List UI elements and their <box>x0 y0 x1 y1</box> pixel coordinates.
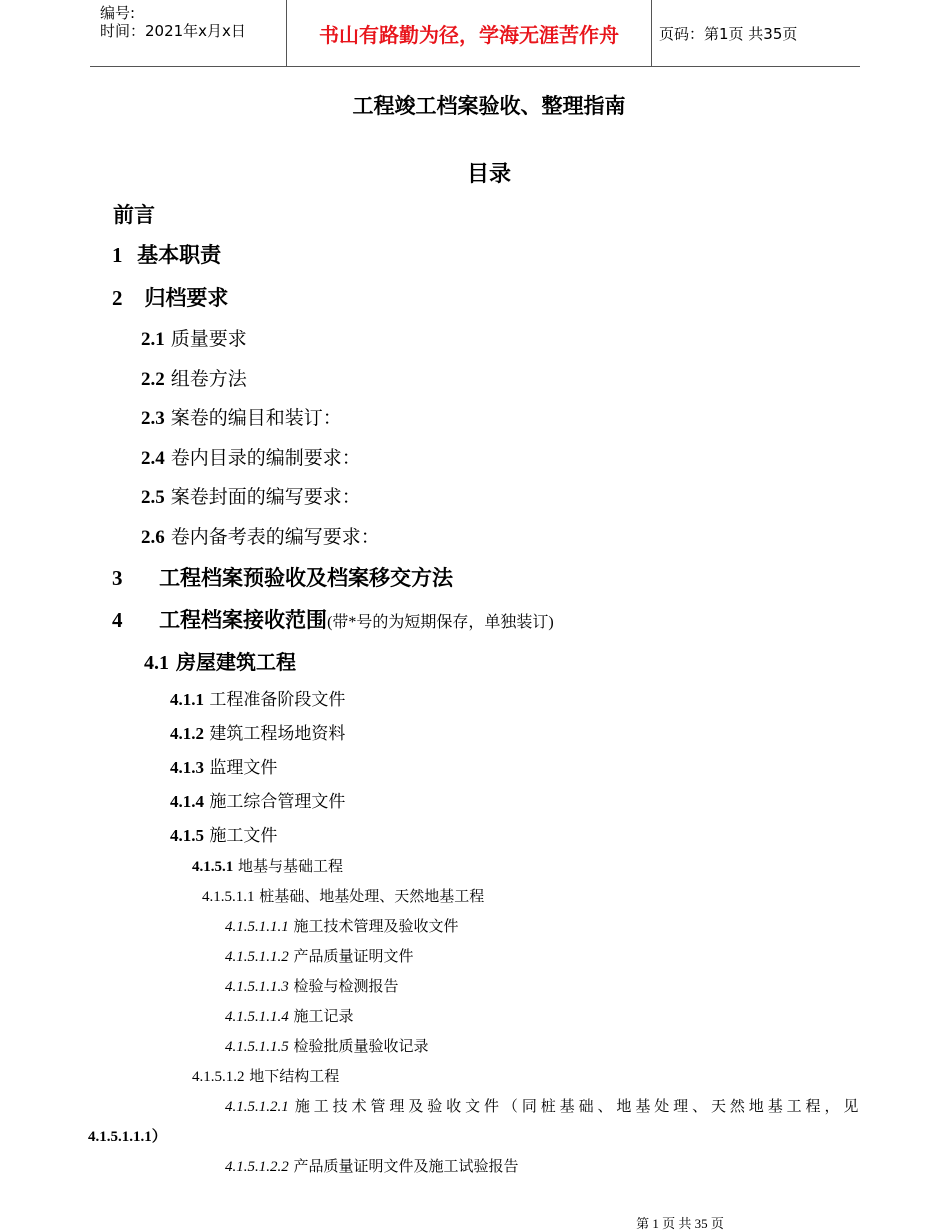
toc-num: 4.1.5.1.1.2 <box>225 949 289 965</box>
toc-text: 桩基础、地基处理、天然地基工程 <box>259 887 485 905</box>
toc-num: 4.1.2 <box>170 724 204 743</box>
header-motto: 书山有路勤为径，学海无涯苦作舟 <box>286 0 652 66</box>
toc-text: 检验与检测报告 <box>293 977 399 995</box>
toc-text: 产品质量证明文件及施工试验报告 <box>293 1157 519 1175</box>
toc-num: 4.1.5 <box>170 826 204 845</box>
toc-title: 目录 <box>466 162 511 187</box>
toc-text: 施工技术管理及验收文件（同桩基础、地基处理、天然地基工程，见 <box>294 1097 861 1115</box>
toc-text: 施工文件 <box>209 826 278 846</box>
toc-num: 4.1.5.1.1.4 <box>225 1009 289 1025</box>
toc-num: 2.5 <box>141 487 165 508</box>
toc-text: 施工记录 <box>293 1007 354 1025</box>
toc-num: 4.1.4 <box>170 792 204 811</box>
toc-text: 卷内备考表的编写要求： <box>170 526 380 548</box>
toc-item-4-1-1 <box>170 685 345 710</box>
toc-item-4-1-5-1-2 <box>192 1065 339 1086</box>
toc-item-4-1-5-1-1-3 <box>225 975 399 996</box>
toc-item-2-6 <box>141 522 380 549</box>
toc-num: 4 <box>112 608 123 632</box>
toc-text: 检验批质量验收记录 <box>293 1037 429 1055</box>
toc-item-4-1-3 <box>170 753 277 778</box>
toc-text: 监理文件 <box>209 758 278 778</box>
toc-item-2 <box>112 282 228 312</box>
toc-num: 4.1.3 <box>170 758 204 777</box>
toc-text: 产品质量证明文件 <box>293 947 414 965</box>
toc-item-4-1-5-1-2-1-cont: 4.1.5.1.1.1） <box>88 1129 167 1145</box>
toc-item-2-1 <box>141 324 247 351</box>
toc-num: 2 <box>112 286 123 310</box>
toc-note: (带*号的为短期保存，单独装订) <box>327 614 554 631</box>
toc-text: 工程档案接收范围 <box>159 608 328 632</box>
toc-num: 4.1 <box>144 652 169 674</box>
toc-text: 地下结构工程 <box>249 1067 340 1085</box>
toc-item-2-3 <box>141 403 342 430</box>
toc-text: 案卷封面的编写要求： <box>170 486 361 508</box>
toc-item-4-1-5-1-1-2 <box>225 945 414 966</box>
toc-text: 质量要求 <box>170 328 247 350</box>
toc-num: 2.3 <box>141 408 165 429</box>
toc-item-2-2 <box>141 364 247 391</box>
toc-item-4-1-5-1-1 <box>202 885 484 906</box>
toc-item-4-1-5-1-2-2 <box>225 1155 519 1176</box>
header-page-info: 页码：第1页 共35页 <box>659 24 798 43</box>
page-header <box>90 0 860 67</box>
toc-num: 4.1.5.1.1.1 <box>225 919 289 935</box>
toc-num: 4.1.5.1.2 <box>192 1069 245 1085</box>
toc-text: 基本职责 <box>137 243 222 267</box>
toc-item-4-1-4 <box>170 787 345 812</box>
toc-text: 组卷方法 <box>170 368 247 390</box>
toc-item-4-1-5-1-2-1 <box>225 1095 861 1116</box>
toc-item-4-1-5-1-1-1 <box>225 915 459 936</box>
toc-num: 3 <box>112 566 123 590</box>
toc-num: 4.1.5.1 <box>192 859 234 875</box>
toc-num: 2.2 <box>141 369 165 390</box>
toc-item-2-4 <box>141 443 361 470</box>
toc-text: 案卷的编目和装订： <box>170 407 342 429</box>
toc-item-4-1-5-1 <box>192 855 343 876</box>
toc-item-4-1-5-1-1-4 <box>225 1005 354 1026</box>
toc-text: 建筑工程场地资料 <box>209 724 346 744</box>
page-footer: 第 1 页 共 35 页 <box>636 1216 724 1231</box>
toc-text: 施工技术管理及验收文件 <box>293 917 459 935</box>
toc-text: 房屋建筑工程 <box>175 650 296 674</box>
toc-num: 4.1.5.1.2.2 <box>225 1159 289 1175</box>
toc-text: 地基与基础工程 <box>238 857 344 875</box>
header-number-label: 编号: <box>100 4 136 22</box>
toc-item-4-1 <box>144 646 296 675</box>
toc-num: 4.1.5.1.2.1 <box>225 1099 289 1115</box>
document-title: 工程竣工档案验收、整理指南 <box>352 94 626 118</box>
toc-text: 施工综合管理文件 <box>209 792 346 812</box>
toc-item-4-1-5-1-1-5 <box>225 1035 429 1056</box>
toc-item-4-1-5 <box>170 821 277 846</box>
toc-num: 4.1.5.1.1 <box>202 889 255 905</box>
toc-num: 1 <box>112 243 123 267</box>
toc-item-preface: 前言 <box>113 203 155 227</box>
toc-item-4 <box>112 604 554 634</box>
toc-item-4-1-2 <box>170 719 345 744</box>
toc-num: 4.1.5.1.1.5 <box>225 1039 289 1055</box>
toc-text: 工程档案预验收及档案移交方法 <box>159 566 454 590</box>
toc-text: 工程准备阶段文件 <box>209 690 346 710</box>
toc-item-2-5 <box>141 482 361 509</box>
header-meta <box>90 0 286 66</box>
toc-num: 2.4 <box>141 448 165 469</box>
toc-item-1 <box>112 239 221 269</box>
toc-num: 4.1.5.1.1.3 <box>225 979 289 995</box>
toc-text: 归档要求 <box>144 286 229 310</box>
toc-num: 2.1 <box>141 329 165 350</box>
toc-text: 卷内目录的编制要求： <box>170 447 361 469</box>
header-time-label: 时间：2021年x月x日 <box>100 22 246 40</box>
toc-item-3 <box>112 562 453 592</box>
toc-num: 2.6 <box>141 527 165 548</box>
toc-num: 4.1.1 <box>170 690 204 709</box>
